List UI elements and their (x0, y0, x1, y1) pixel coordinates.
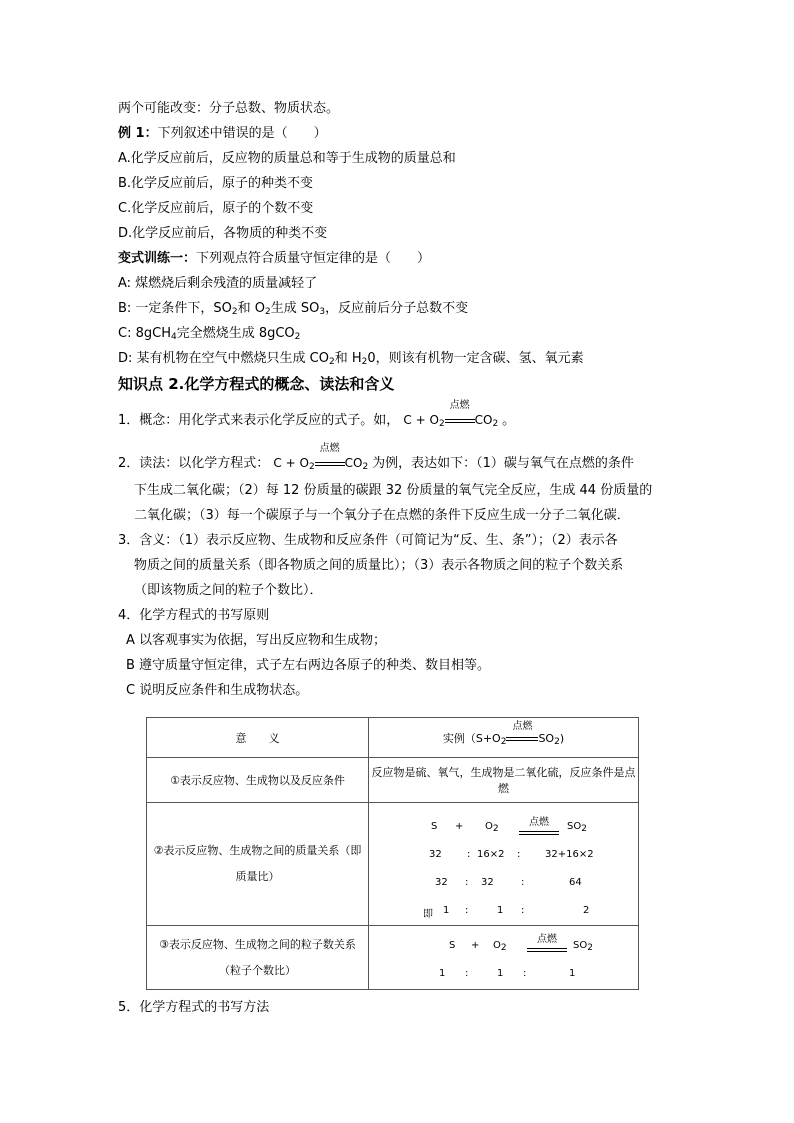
text-fragment: O (485, 821, 493, 832)
mass-ratio-block (369, 803, 638, 925)
example-1-question (118, 125, 327, 143)
formula-part: + (471, 940, 480, 951)
equation (273, 443, 372, 472)
reading-paragraph (118, 443, 634, 473)
table-cell (369, 803, 639, 926)
formula-part: + (455, 821, 464, 832)
ratio-value: 32 (481, 877, 494, 888)
ratio-colon: : (465, 905, 469, 916)
table-row (147, 758, 639, 803)
equation-arrow (506, 720, 538, 745)
double-line (315, 462, 345, 466)
double-line (519, 831, 559, 835)
subscript: 2 (231, 307, 238, 317)
particle-ratio-block (369, 926, 638, 989)
table-cell (369, 926, 639, 990)
example-text: 下列叙述中错误的是（ ） (157, 126, 327, 141)
reaction-condition: 点燃 (319, 443, 340, 454)
text-line: 5．化学方程式的书写方法 (118, 1000, 270, 1015)
example-label: 例 1： (118, 126, 158, 141)
reaction-condition: 点燃 (537, 934, 557, 945)
subscript: 2 (554, 736, 560, 747)
variant-option-b (118, 300, 468, 318)
formula-part: S (431, 821, 438, 832)
subscript: 2 (492, 419, 499, 429)
ratio-value: 32+16×2 (545, 849, 594, 860)
equation (403, 400, 502, 429)
formula-part: C + O (403, 413, 439, 427)
text-fragment: 生成 SO (270, 301, 320, 316)
concept-paragraph (118, 400, 516, 430)
ratio-value: 1 (443, 905, 450, 916)
reaction-condition: 点燃 (449, 400, 470, 411)
variant-option-a: A: 煤燃烧后剩余残渣的质量减轻了 (118, 276, 318, 291)
formula-part (485, 821, 499, 832)
text-fragment: 0，则该有机物一定含碳、氢、氧元素 (367, 351, 584, 366)
double-line (506, 737, 538, 741)
subscript: 2 (328, 357, 335, 367)
text-fragment: 为例，表达如下：（1）碳与氧气在点燃的条件 (372, 456, 634, 471)
subscript: 2 (294, 332, 301, 342)
table-header-cell (369, 718, 639, 758)
ratio-prefix: 即 (423, 909, 433, 920)
text-line: 4．化学方程式的书写原则 (118, 608, 270, 623)
formula-part: CO (474, 413, 493, 427)
ratio-value: 1 (497, 905, 504, 916)
formula-part: S (449, 940, 456, 951)
table-cell: ②表示反应物、生成物之间的质量关系（即质量比） (147, 803, 369, 926)
subscript: 2 (492, 824, 499, 834)
ratio-value: 1 (569, 968, 576, 979)
subscript: 2 (587, 943, 593, 953)
text-fragment: ) (559, 731, 565, 745)
equation-arrow (445, 400, 475, 429)
text-fragment: 和 O (237, 301, 266, 316)
table-cell: 反应物是硫、氧气，生成物是二氧化硫，反应条件是点燃 (369, 758, 639, 803)
reaction-condition: 点燃 (529, 817, 549, 828)
double-line (445, 419, 475, 423)
ratio-value: 16×2 (477, 849, 505, 860)
text-line: 下生成二氧化碳；（2）每 12 份质量的碳跟 32 份质量的氧气完全反应，生成 44 份质量的 (134, 483, 653, 498)
text-fragment: 完全燃烧生成 8gCO (176, 326, 295, 341)
text-line: A 以客观事实为依据，写出反应物和生成物； (126, 633, 387, 648)
subscript: 2 (308, 462, 315, 472)
subscript: 2 (265, 307, 271, 317)
subscript: 2 (500, 736, 507, 747)
double-line (527, 948, 567, 952)
text-line: 二氧化碳；（3）每一个碳原子与一个氧分子在点燃的条件下反应生成一分子二氧化碳． (134, 508, 630, 523)
equation-arrow (527, 930, 567, 956)
text-fragment: SO (573, 940, 588, 951)
text-fragment: C: 8gCH (118, 326, 171, 341)
text-line: C 说明反应条件和生成物状态。 (126, 683, 309, 698)
subscript: 2 (361, 357, 368, 367)
formula-part: CO (344, 456, 363, 470)
subscript: 2 (362, 462, 369, 472)
subscript: 4 (170, 332, 177, 342)
formula-part (567, 821, 587, 832)
text-fragment: 和 H (334, 351, 362, 366)
text-fragment: 2．读法：以化学方程式： (118, 456, 270, 471)
ratio-colon: : (467, 849, 471, 860)
text-fragment: O (493, 940, 501, 951)
ratio-value: 1 (439, 968, 446, 979)
text-fragment: 。 (502, 413, 516, 428)
text-fragment: D: 某有机物在空气中燃烧只生成 CO (118, 351, 329, 366)
equation-arrow (519, 813, 559, 839)
subscript: 2 (500, 943, 507, 953)
formula-part (493, 940, 507, 951)
variant-option-c (118, 325, 300, 343)
formula-part: C + O (273, 456, 309, 470)
ratio-value: 32 (429, 849, 442, 860)
variant-option-d (118, 350, 584, 368)
text-fragment: B: 一定条件下，SO (118, 301, 232, 316)
text-fragment: SO (567, 821, 582, 832)
equation-arrow (315, 443, 345, 472)
text-line: 两个可能改变：分子总数、物质状态。 (118, 101, 340, 116)
table-row (147, 926, 639, 990)
ratio-colon: : (521, 877, 525, 888)
meaning-table (146, 717, 639, 990)
ratio-colon: : (465, 877, 469, 888)
ratio-value: 64 (569, 877, 582, 888)
ratio-colon: : (523, 968, 527, 979)
formula-part (573, 940, 593, 951)
text-line: 3．含义：（1）表示反应物、生成物和反应条件（可简记为“反、生、条”）；（2）表示各 (118, 533, 618, 548)
ratio-colon: : (521, 905, 525, 916)
subscript: 2 (438, 419, 445, 429)
subscript: 2 (581, 824, 587, 834)
section-heading: 知识点 2.化学方程式的概念、读法和含义 (118, 375, 395, 393)
option-a: A.化学反应前后，反应物的质量总和等于生成物的质量总和 (118, 151, 456, 166)
option-b: B.化学反应前后，原子的种类不变 (118, 176, 314, 191)
subscript: 3 (319, 307, 326, 317)
text-fragment: ，反应前后分子总数不变 (325, 301, 469, 316)
option-c: C.化学反应前后，原子的个数不变 (118, 201, 314, 216)
text-line: 物质之间的质量关系（即各物质之间的质量比）；（3）表示各物质之间的粒子个数关系 (134, 558, 624, 573)
ratio-value: 1 (497, 968, 504, 979)
ratio-colon: : (465, 968, 469, 979)
table-header-row (147, 718, 639, 758)
variant-label: 变式训练一： (118, 251, 197, 266)
text-line: B 遵守质量守恒定律，式子左右两边各原子的种类、数目相等。 (126, 658, 491, 673)
option-d: D.化学反应前后，各物质的种类不变 (118, 226, 328, 241)
ratio-value: 32 (435, 877, 448, 888)
text-fragment: SO (538, 731, 555, 745)
ratio-colon: : (517, 849, 521, 860)
table-row (147, 803, 639, 926)
text-fragment: 实例（S+O (442, 731, 501, 745)
variant-text: 下列观点符合质量守恒定律的是（ ） (196, 251, 431, 266)
table-cell: ①表示反应物、生成物以及反应条件 (147, 758, 369, 803)
table-cell: ③表示反应物、生成物之间的粒子数关系（粒子个数比） (147, 926, 369, 990)
text-line: （即该物质之间的粒子个数比）． (134, 583, 323, 598)
reaction-condition: 点燃 (512, 720, 533, 732)
variant-question (118, 250, 430, 268)
ratio-value: 2 (583, 905, 590, 916)
text-fragment: 1．概念：用化学式来表示化学反应的式子。如， (118, 413, 400, 428)
table-header-cell: 意 义 (147, 718, 369, 758)
